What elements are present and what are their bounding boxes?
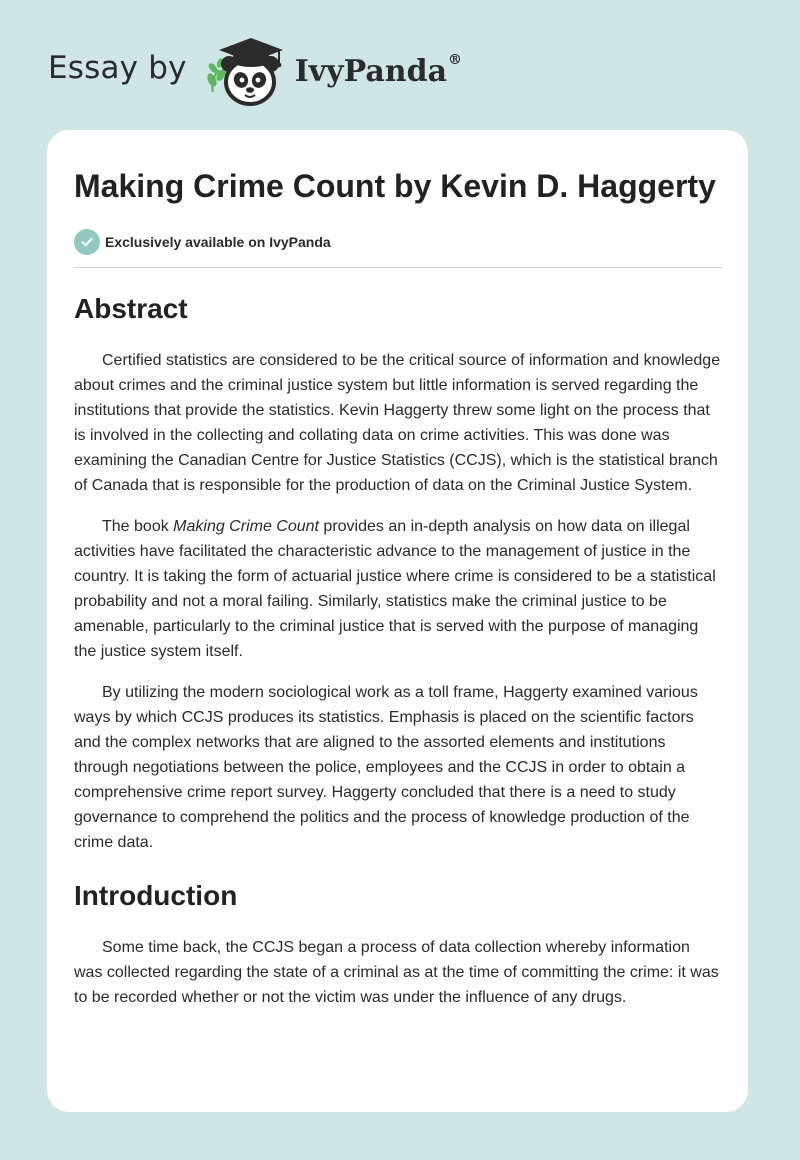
- panda-logo-icon[interactable]: [201, 30, 291, 110]
- brand-name-text: IvyPanda: [294, 53, 448, 89]
- title-divider: [74, 267, 722, 268]
- registered-mark: ®: [448, 51, 463, 68]
- article-title: Making Crime Count by Kevin D. Haggerty: [74, 168, 716, 204]
- paragraph: Certified statistics are considered to be the critical source of information and knowledge about crimes and the criminal justice system but little information is served regarding the institutions that provide the statistics. Kevin Haggerty threw some light on the process that is involved in the collecting and collating data on crime activities. This was done was examining the Canadian Centre for Justice Statistics (CCJS), which is the statistical branch of Canada that is responsible for the production of data on the Criminal Justice System.: [74, 352, 721, 494]
- paragraph: Some time back, the CCJS began a process of data collection whereby information was collected regarding the state of a criminal as at the time of committing the crime: it was to be recorded whether or not the victim was under the influence of any drugs.: [74, 939, 719, 1006]
- article-card: [47, 130, 748, 1112]
- book-title: Making Crime Count: [173, 518, 319, 535]
- paragraph-text: The book: [102, 518, 174, 535]
- paragraph: By utilizing the modern sociological work as a toll frame, Haggerty examined various ways by which CCJS produces its statistics. Emphasis is placed on the scientific factors and the complex networks that are aligned to the assorted elements and institutions through negotiations between the police, employees and the CCJS in order to obtain a comprehensive crime report survey. Haggerty concluded that there is a need to study governance to comprehend the politics and the process of knowledge production of the crime data.: [74, 684, 698, 851]
- exclusive-badge: [74, 229, 722, 255]
- section-heading-introduction: Introduction: [74, 880, 238, 911]
- brand-name[interactable]: [294, 51, 463, 89]
- paragraph-text: provides an in-depth analysis on how data on illegal activities have facilitated the characteristic advance to the management of justice in the country. It is taking the form of actuarial justice where crime is considered to be a statistical probability and not a moral failing. Similarly, statistics make the criminal justice to be amenable, particularly to the criminal justice that is served with the purpose of managing the justice system itself.: [74, 518, 716, 660]
- essay-by-label: Essay by: [48, 50, 187, 86]
- check-circle-icon: [74, 229, 100, 255]
- site-header: [48, 30, 462, 110]
- exclusive-label: Exclusively available on IvyPanda: [105, 234, 331, 250]
- section-heading-abstract: Abstract: [74, 293, 188, 324]
- paragraph: [74, 514, 722, 664]
